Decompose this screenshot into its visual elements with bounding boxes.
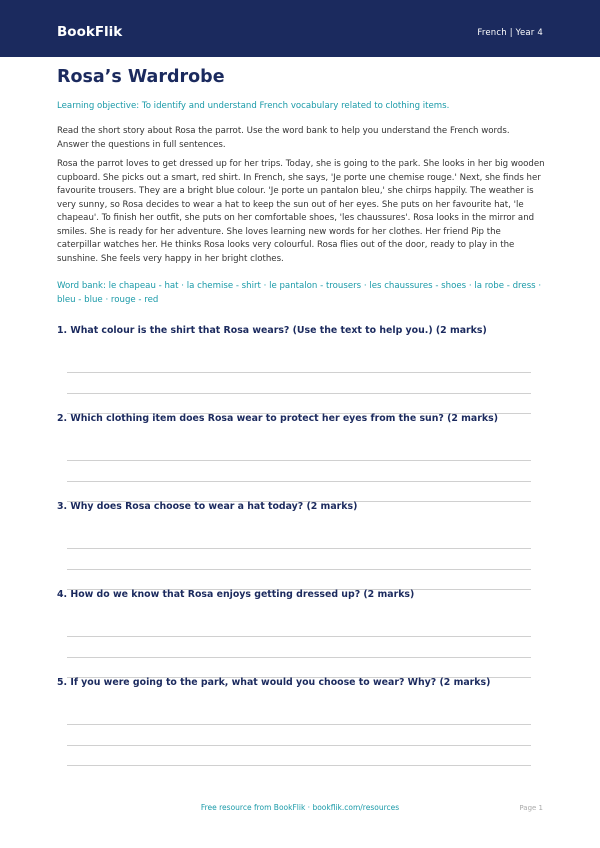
answer-line[interactable] (67, 460, 531, 461)
page-number: Page 1 (519, 804, 543, 812)
answer-line[interactable] (67, 657, 531, 658)
learning-objective: Learning objective: To identify and understand French vocabulary related to clothing items. (57, 101, 450, 111)
header-bar (0, 0, 600, 57)
answer-line[interactable] (67, 548, 531, 549)
subject-label: French | Year 4 (477, 28, 543, 38)
question-2: 2. Which clothing item does Rosa wear to protect her eyes from the sun? (2 marks) (57, 413, 498, 424)
instructions-text: Read the short story about Rosa the parrot. Use the word bank to help you understand the French words. Answer the questions in full sentences. (57, 126, 510, 150)
story-text: Rosa the parrot loves to get dressed up for her trips. Today, she is going to the park. She looks in her big wooden cupboard. She picks out a smart, red shirt. In French, she says, 'Je porte une chemise rouge.' Next, she finds her favourite trousers. They are a bright blue colour. 'Je porte un pantalon bleu,' she chirps happily. The weather is very sunny, so Rosa decides to wear a hat to keep the sun out of her eyes. She puts on her favourite hat, 'le chapeau'. To finish her outfit, she puts on her comfortable shoes, 'les chaussures'. Rosa looks in the mirror and smiles. She is ready for her adventure. She loves learning new words for her clothes. Her friend Pip the caterpillar watches her. He thinks Rosa looks very colourful. Rosa flies out of the door, ready to play in the sunshine. She feels very happy in her bright clothes. (57, 159, 545, 264)
answer-line[interactable] (67, 765, 531, 766)
answer-line[interactable] (67, 724, 531, 725)
answer-line[interactable] (67, 745, 531, 746)
word-bank: Word bank: le chapeau - hat · la chemise - shirt · le pantalon - trousers · les chaussures - shoes · la robe - dress · bleu - blue · rouge - red (57, 281, 542, 305)
question-4: 4. How do we know that Rosa enjoys getting dressed up? (2 marks) (57, 589, 415, 600)
answer-line[interactable] (67, 393, 531, 394)
question-5: 5. If you were going to the park, what would you choose to wear? Why? (2 marks) (57, 677, 491, 688)
answer-line[interactable] (67, 636, 531, 637)
question-1: 1. What colour is the shirt that Rosa wears? (Use the text to help you.) (2 marks) (57, 325, 487, 336)
answer-line[interactable] (67, 481, 531, 482)
footer-link[interactable]: Free resource from BookFlik · bookflik.com/resources (200, 803, 400, 812)
answer-line[interactable] (67, 372, 531, 373)
answer-line[interactable] (67, 569, 531, 570)
brand-logo: BookFlik (57, 24, 123, 40)
worksheet-title: Rosa’s Wardrobe (57, 67, 225, 87)
question-3: 3. Why does Rosa choose to wear a hat today? (2 marks) (57, 501, 358, 512)
